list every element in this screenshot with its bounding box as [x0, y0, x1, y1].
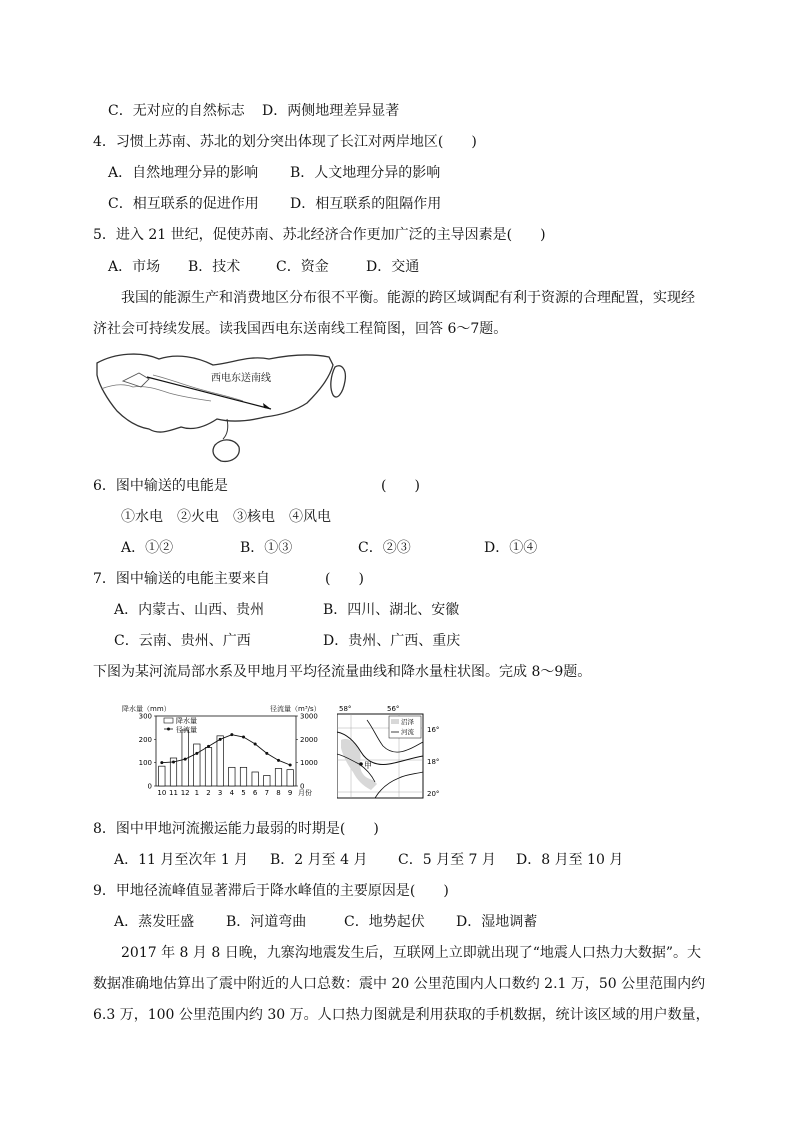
q4-stem: 4．习惯上苏南、苏北的划分突出体现了长江对两岸地区( ) — [93, 134, 477, 150]
q6-option-b: B．①③ — [240, 540, 293, 556]
q8-option-a: A．11 月至次年 1 月 — [114, 852, 249, 868]
legend-swamp-label: 沼泽 — [401, 718, 414, 726]
q4-option-d: D．相互联系的阻隔作用 — [290, 196, 442, 212]
x-tick-label: 2 — [206, 789, 211, 797]
q9-option-a: A．蒸发旺盛 — [114, 914, 195, 930]
runoff-line — [160, 733, 291, 766]
x-tick-label: 5 — [241, 789, 246, 797]
q7-option-a: A．内蒙古、山西、贵州 — [114, 602, 265, 618]
runoff-polyline — [162, 735, 290, 765]
taiwan-island — [331, 366, 346, 397]
runoff-point — [219, 738, 222, 741]
precip-bar — [252, 772, 258, 786]
longitude-58: 58° — [339, 705, 352, 713]
x-tick-label: 9 — [287, 789, 293, 797]
q7-option-d: D．贵州、广西、重庆 — [323, 633, 461, 649]
q4-option-a: A．自然地理分异的影响 — [108, 165, 259, 181]
x-tick-label: 1 — [194, 789, 200, 797]
right-tick-label: 3000 — [300, 712, 318, 721]
x-tick-label: 8 — [276, 789, 281, 797]
q8-option-b: B．2 月至 4 月 — [270, 852, 368, 868]
runoff-point — [230, 733, 233, 736]
legend-precip-label: 降水量 — [176, 717, 197, 725]
q6-answer-blank: ( ) — [381, 478, 420, 494]
right-tick-label: 0 — [300, 782, 305, 791]
q8-option-d: D．8 月至 10 月 — [516, 852, 624, 868]
q6-option-a: A．①② — [121, 540, 174, 556]
q9-stem: 9．甲地径流峰值显著滞后于降水峰值的主要原因是( ) — [93, 883, 449, 899]
precip-bars — [159, 730, 294, 786]
runoff-point — [277, 759, 280, 762]
chart-legend — [164, 716, 197, 734]
runoff-point — [242, 736, 245, 739]
left-tick-label: 100 — [138, 759, 152, 768]
latitude-16: 16° — [427, 726, 440, 734]
precip-bar — [159, 766, 165, 786]
legend-runoff-label: 径流量 — [176, 726, 197, 734]
x-tick-label: 4 — [229, 789, 235, 797]
legend-river-label: 河流 — [401, 728, 414, 736]
x-tick-label: 10 — [157, 789, 167, 797]
x-axis-suffix: 月份 — [298, 789, 312, 797]
intro3-line3: 6.3 万，100 公里范围内约 30 万。人口热力图就是利用获取的手机数据，统计该区域的用户数量， — [93, 1007, 710, 1023]
precip-bar — [229, 767, 235, 786]
river-system-map — [337, 702, 455, 800]
q3-option-d: D．两侧地理差异显著 — [262, 103, 400, 119]
runoff-point — [184, 758, 187, 761]
right-tick-label: 1000 — [300, 759, 318, 768]
legend-swamp-swatch — [391, 719, 399, 724]
right-tick-label: 2000 — [300, 735, 318, 744]
runoff-point — [160, 761, 163, 764]
x-tick-label: 6 — [252, 789, 258, 797]
latitude-20: 20° — [427, 790, 440, 798]
q7-option-c: C．云南、贵州、广西 — [114, 633, 251, 649]
precip-bar — [264, 776, 270, 787]
q4-option-c: C．相互联系的促进作用 — [108, 196, 259, 212]
legend-precip-swatch — [164, 718, 173, 723]
runoff-point — [195, 752, 198, 755]
left-tick-label: 200 — [138, 735, 152, 744]
q6-option-c: C．②③ — [358, 540, 411, 556]
q9-option-d: D．湿地调蓄 — [456, 914, 538, 930]
precip-bar — [194, 744, 200, 786]
hainan-island — [213, 440, 239, 461]
q5-option-a: A．市场 — [108, 259, 161, 275]
left-tick-label: 0 — [147, 782, 152, 791]
runoff-point — [172, 760, 175, 763]
x-tick-label: 11 — [169, 789, 178, 797]
latitude-18: 18° — [427, 758, 440, 766]
runoff-point — [207, 745, 210, 748]
q8-stem: 8．图中甲地河流搬运能力最弱的时期是( ) — [93, 821, 379, 837]
q9-option-b: B．河道弯曲 — [226, 914, 307, 930]
q7-answer-blank: ( ) — [325, 571, 364, 587]
q9-option-c: C．地势起伏 — [344, 914, 425, 930]
intro1-line2: 济社会可持续发展。读我国西电东送南线工程简图，回答 6～7题。 — [93, 321, 508, 337]
transmission-label: 西电东送南线 — [211, 373, 271, 384]
intro2-line1: 下图为某河流局部水系及甲地月平均径流量曲线和降水量柱状图。完成 8～9题。 — [93, 664, 592, 680]
q7-stem: 7．图中输送的电能主要来自 — [93, 571, 270, 587]
runoff-point — [265, 752, 268, 755]
runoff-point — [254, 743, 257, 746]
intro3-line2: 数据准确地估算出了震中附近的人口总数：震中 20 公里范围内人口数约 2.1 万，50 公里范围内约 — [93, 976, 706, 992]
legend-runoff-marker — [167, 728, 170, 731]
q4-option-b: B．人文地理分异的影响 — [290, 165, 441, 181]
power-transmission-map — [93, 345, 355, 468]
longitude-56: 56° — [387, 705, 400, 713]
right-axis-label: 径流量（m³/s） — [270, 705, 321, 713]
q5-option-d: D．交通 — [366, 259, 420, 275]
x-tick-label: 12 — [180, 789, 190, 797]
q8-option-c: C．5 月至 7 月 — [398, 852, 496, 868]
q7-option-b: B．四川、湖北、安徽 — [323, 602, 460, 618]
q5-option-c: C．资金 — [276, 259, 329, 275]
precip-bar — [240, 767, 246, 786]
precip-bar — [217, 736, 223, 786]
x-tick-label: 7 — [264, 789, 270, 797]
left-axis-label: 降水量（mm） — [122, 705, 171, 713]
runoff-point — [289, 764, 292, 767]
precip-bar — [275, 769, 281, 787]
q3-option-c: C．无对应的自然标志 — [108, 103, 245, 119]
location-jia-label: 甲 — [364, 761, 372, 770]
q5-stem: 5．进入 21 世纪，促使苏南、苏北经济合作更加广泛的主导因素是( ) — [93, 227, 546, 243]
x-tick-label: 3 — [217, 789, 223, 797]
precip-bar — [287, 770, 293, 786]
intro3-line1: 2017 年 8 月 8 日晚，九寨沟地震发生后，互联网上立即就出现了“地震人口热力大数据”。大 — [121, 945, 702, 961]
location-jia-marker — [359, 762, 363, 766]
q5-option-b: B．技术 — [188, 259, 241, 275]
q6-stem: 6．图中输送的电能是 — [93, 478, 228, 494]
q6-option-d: D．①④ — [484, 540, 538, 556]
left-tick-label: 300 — [138, 712, 152, 721]
intro1-line1: 我国的能源生产和消费地区分布很不平衡。能源的跨区域调配有利于资源的合理配置，实现经 — [121, 290, 695, 306]
transmission-arrow-icon — [263, 403, 271, 409]
precip-bar — [205, 748, 211, 787]
precip-runoff-chart — [120, 702, 336, 804]
peninsula — [223, 419, 228, 439]
q6-items: ①水电 ②火电 ③核电 ④风电 — [121, 509, 331, 525]
